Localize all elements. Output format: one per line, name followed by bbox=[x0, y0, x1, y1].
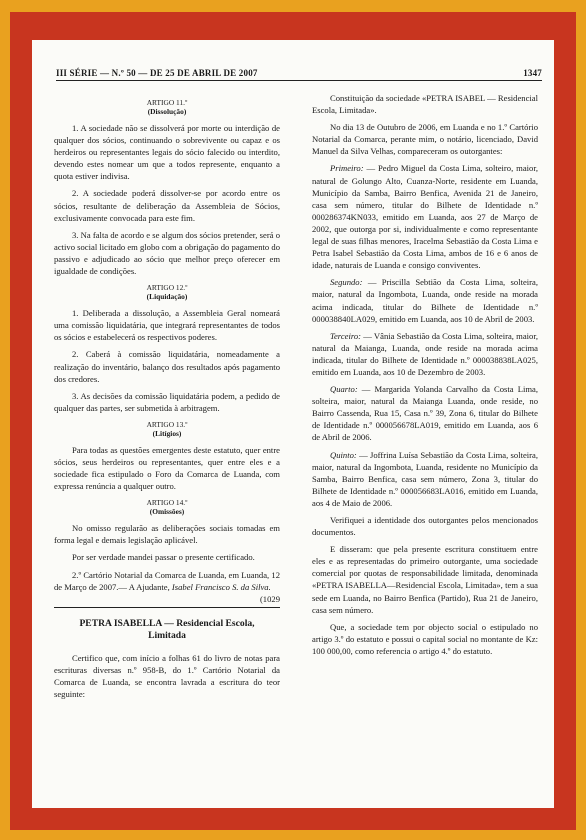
reference-number: (1029 bbox=[259, 593, 280, 604]
constitution-line: Constituição da sociedade «PETRA ISABEL — Residencial Escola, Limitada». bbox=[312, 93, 538, 116]
article-12-para-3: 3. As decisões da comissão liquidatária podem, a pedido de qualquer das partes, ser submetida à arbitragem. bbox=[54, 390, 280, 413]
page-header bbox=[56, 68, 542, 81]
third-party: Terceiro: — Vânia Sebastião da Costa Lima, solteira, maior, natural da Maianga, Luanda, onde reside na morada acima indicada, titular do Bilhete de Identidade n.º 000038838LA025, emitido em Luanda, aos 10 de Dezembro de 2003. bbox=[312, 330, 538, 377]
article-11-para-1: 1. A sociedade não se dissolverá por morte ou interdição de qualquer dos sócios, continuando o sobrevivente ou capaz e os herdeiros ou representantes legais do sócio falecido ou interdito, devendo estes nomear um que a todos represente, enquanto a quota estiver indivisa. bbox=[54, 123, 280, 182]
fourth-party: Quarto: — Margarida Yolanda Carvalho da Costa Lima, solteira, maior, natural da Maianga Luanda, onde reside, no Bairro Cassenda, Rua 15, Casa n.º 39, Zona 6, titular do Bilhete de Identidade n.º 000056678LA019, emitido em Luanda, aos 6 de Abril de 2006. bbox=[312, 384, 538, 443]
object-para: Que, a sociedade tem por objecto social o estipulado no artigo 3.º do estatuto e possui o capital social no montante de Kz: 100 000,00, como referencia o artigo 4.º do estatuto. bbox=[312, 621, 538, 656]
article-11-heading: ARTIGO 11.º (Dissolução) bbox=[146, 98, 188, 116]
article-13-heading: ARTIGO 13.º (Litígios) bbox=[146, 419, 188, 438]
declared-para: E disseram: que pela presente escritura constituem entre eles e as representadas do primeiro outorgante, uma sociedade comercial por quotas de responsabilidade limitada, denominada «PETRA ISABELLA—Residencial Escola, Limitada», tem a sua sede em Luanda, no Bairro Benfica (Partido), Rua 21 de Janeiro, casa sem número. bbox=[312, 544, 538, 615]
verified-para: Verifiquei a identidade dos outorgantes pelos mencionados documentos. bbox=[312, 515, 538, 538]
left-column bbox=[54, 92, 280, 705]
closing-line: 2.º Cartório Notarial da Comarca de Luanda, em Luanda, 12 de Março de 2007.— A Ajudante, Isabel Francisco S. da Silva. (1029 bbox=[54, 569, 280, 604]
page-number: 1347 bbox=[523, 68, 542, 78]
document-page bbox=[32, 40, 554, 808]
article-11-para-2: 2. A sociedade poderá dissolver-se por acordo entre os sócios, resultante de deliberação da Assembleia de Sócios, exclusivamente convocada para este fim. bbox=[54, 188, 280, 223]
article-12-para-1: 1. Deliberada a dissolução, a Assembleia Geral nomeará uma comissão liquidatária, que integrará representantes de todos os sócios e estabelecerá os respectivos poderes. bbox=[54, 308, 280, 343]
section-divider bbox=[54, 607, 280, 608]
article-13-para: Para todas as questões emergentes deste estatuto, quer entre sócios, seus herdeiros ou representantes, quer entre eles e a sociedade fica estipulado o Foro da Comarca de Luanda, com expressa renúncia a qualquer outro. bbox=[54, 444, 280, 492]
first-party: Primeiro: — Pedro Miguel da Costa Lima, solteiro, maior, natural de Golungo Alto, Cuanza-Norte, residente em Luanda, Município da Samba, Bairro Benfica, Avenida 21 de Janeiro, casa sem número, titular do Bilhete de Identidade n.º 000286374KN033, emitido em Luanda, aos 27 de Março de 2002, que outorga por si, individualmente e como representante legal de suas filhas menores, Iracelma Sebastião da Costa Lima e Petra Isabel Sebastião da Costa Lima, ambos de 16 e 6 anos de idade, naturais de Luanda e consigo conviventes. bbox=[312, 163, 538, 271]
article-12-heading: ARTIGO 12.º (Liquidação) bbox=[146, 283, 188, 302]
article-14-heading: ARTIGO 14.º (Omissões) bbox=[146, 498, 188, 517]
right-column bbox=[312, 92, 538, 662]
opening-para: No dia 13 de Outubro de 2006, em Luanda e no 1.º Cartório Notarial da Comarca, perante mim, o notário, licenciado, David Manuel da Silva Velhas, compareceram os outorgantes: bbox=[312, 122, 538, 157]
fifth-party: Quinto: — Joffrina Luísa Sebastião da Costa Lima, solteira, maior, natural da Ingombota, Luanda, residente no Município da Samba, Bairro Benfica, casa sem número, Zona 3, titular do Bilhete de Identidade n.º 000056683LA016, emitido em Luanda, aos 4 de Maio de 2006. bbox=[312, 449, 538, 508]
publication-title: PETRA ISABELLA — Residencial Escola, Limitada bbox=[79, 617, 255, 641]
article-12-para-2: 2. Caberá à comissão liquidatária, nomeadamente a realização do inventário, balanço dos resultados após pagamento dos credores. bbox=[54, 349, 280, 384]
article-14-para: No omisso regularão as deliberações sociais tomadas em forma legal e demais legislação aplicável. bbox=[54, 523, 280, 546]
second-party: Segundo: — Priscilla Sebtião da Costa Lima, solteira, maior, natural da Ingombota, Luanda, onde reside na morada acima indicada, titular do Bilhete de Identidade n.º 000038840LA029, emitido em Luanda, aos 10 de Abril de 2003. bbox=[312, 277, 538, 324]
series-line: III SÉRIE — N.º 50 — DE 25 DE ABRIL DE 2007 bbox=[56, 68, 258, 78]
publication-intro: Certifico que, com início a folhas 61 do livro de notas para escrituras diversas n.º 958-B, do 1.º Cartório Notarial da Comarca de Luanda, se encontra lavrada a escritura do teor seguinte: bbox=[54, 652, 280, 699]
signer-name: Isabel Francisco S. da Silva. bbox=[171, 581, 271, 592]
article-11-para-3: 3. Na falta de acordo e se algum dos sócios pretender, será o activo social licitado em globo com a obrigação do pagamento do passivo e adjudicado ao sócio que melhor preço oferecer em igualdade de condições. bbox=[54, 229, 280, 277]
certified-line: Por ser verdade mandei passar o presente certificado. bbox=[72, 552, 255, 563]
